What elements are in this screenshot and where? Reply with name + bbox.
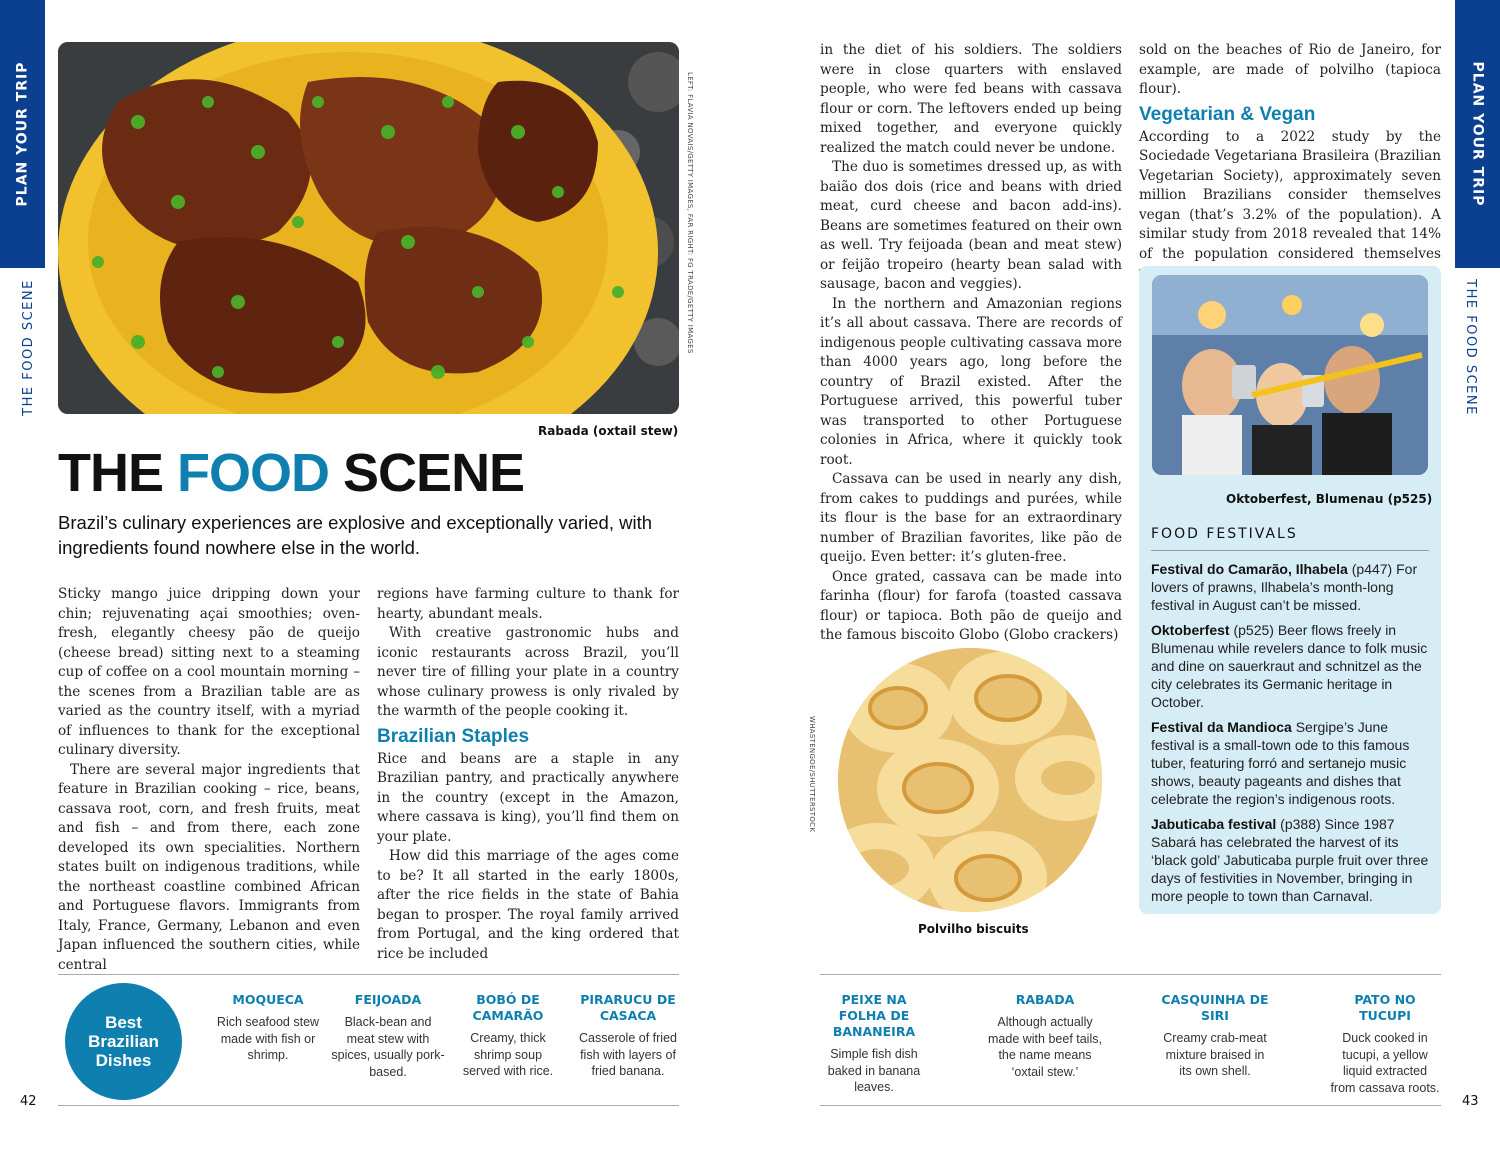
section-tab-label: PLAN YOUR TRIP bbox=[1469, 61, 1486, 207]
paragraph: in the diet of his soldiers. The soldiers were in close quarters with enslaved people, who were fed beans with cassava flour or corn. The leftovers ended up being mixed together, and everyone quickly realized the match could never be undone. bbox=[820, 42, 1122, 156]
divider bbox=[58, 974, 679, 975]
best-dishes-badge bbox=[65, 983, 182, 1100]
paragraph: There are several major ingredients that feature in Brazilian cooking – rice, beans, cassava root, corn, and fresh fruits, meat and fish – and from there, each zone developed its own specialities. Northern states built on indigenous traditions, while the northeast coastline combined African and Portuguese flavors. Immigrants from Italy, France, Germany, Lebanon and even Japan influenced the southern cities, while central bbox=[58, 761, 360, 973]
dish-card bbox=[1158, 992, 1272, 1080]
section-heading: Vegetarian & Vegan bbox=[1139, 103, 1316, 125]
photo-credit: WHASTENGOE/SHUTTERSTOCK bbox=[808, 716, 816, 833]
body-column-2 bbox=[377, 585, 679, 964]
festival-name: Jabuticaba festival bbox=[1151, 815, 1277, 832]
paragraph: Rice and beans are a staple in any Brazilian pantry, and practically anywhere in the country (except in the Amazon, where cassava is king), you’ll find them on your plate. bbox=[377, 750, 679, 845]
dish-card bbox=[818, 992, 930, 1096]
rabada-caption: Rabada (oxtail stew) bbox=[538, 424, 679, 438]
page-number-right: 43 bbox=[1462, 1094, 1479, 1109]
page-number-left: 42 bbox=[20, 1094, 37, 1109]
biscuit-photo-art bbox=[838, 648, 1102, 912]
dish-card bbox=[454, 992, 562, 1080]
rabada-photo bbox=[58, 42, 679, 414]
dish-description: Although actually made with beef tails, the name means ‘oxtail stew.’ bbox=[988, 1015, 1102, 1079]
dish-name: FEIJOADA bbox=[354, 992, 422, 1007]
paragraph: With creative gastronomic hubs and iconic restaurants across Brazil, you’ll never tire of filling your plate in a country whose culinary prowess is only rivaled by the warmth of the people cooking it. bbox=[377, 625, 679, 719]
section-heading: Brazilian Staples bbox=[377, 725, 530, 747]
title-word-1: THE bbox=[58, 443, 163, 503]
dish-card bbox=[329, 992, 447, 1080]
dish-card bbox=[208, 992, 328, 1064]
section-tab[interactable] bbox=[0, 0, 45, 268]
divider bbox=[1151, 550, 1429, 551]
biscuit-photo bbox=[838, 648, 1102, 912]
dish-description: Creamy crab-meat mixture braised in its own shell. bbox=[1163, 1031, 1267, 1078]
festivals-list bbox=[1151, 560, 1433, 912]
oktoberfest-photo-art bbox=[1152, 275, 1428, 475]
dish-name: PATO NO TUCUPI bbox=[1354, 992, 1416, 1023]
dish-description: Black-bean and meat stew with spices, usually pork-based. bbox=[331, 1015, 445, 1079]
biscuit-caption: Polvilho biscuits bbox=[918, 922, 1029, 936]
festival-name: Festival do Camarão, Ilhabela bbox=[1151, 561, 1348, 577]
festival-item bbox=[1151, 621, 1433, 712]
dish-name: PEIXE NA FOLHA DE BANANEIRA bbox=[832, 992, 916, 1039]
dish-card bbox=[572, 992, 684, 1080]
body-column-3 bbox=[820, 41, 1122, 646]
festivals-title: FOOD FESTIVALS bbox=[1151, 526, 1298, 542]
photo-credit: LEFT: FLAVIA NOVAIS/GETTY IMAGES, FAR RIGHT: FG TRADE/GETTY IMAGES bbox=[686, 72, 694, 354]
page-title bbox=[58, 442, 524, 504]
paragraph: According to a 2022 study by the Sociedade Vegetariana Brasileira (Brazilian Vegetarian Society), approximately seven million Brazilians consider themselves vegan (that’s 3.2% of the population). A similar study from 2018 revealed that 14% of the population considered themselves bbox=[1139, 128, 1441, 262]
festival-item bbox=[1151, 560, 1433, 615]
body-column-1 bbox=[58, 585, 360, 975]
dish-card bbox=[988, 992, 1102, 1080]
festival-name: Oktoberfest bbox=[1151, 621, 1230, 638]
festival-text: Sergipe’s June festival is a small-town ode to this famous tuber, featuring forró and sertanejo music shows, beauty pageants and dishes that celebrate the region’s indigenous roots. bbox=[1151, 718, 1410, 808]
paragraph: In the northern and Amazonian regions it’s all about cassava. There are records of indigenous people cultivating cassava more than 4000 years ago, long before the country of Brazil existed. After the Portuguese arrived, this powerful tuber was transported to other Portuguese colonies in Africa, where it quickly took root. bbox=[820, 295, 1122, 468]
paragraph: regions have farming culture to thank for hearty, abundant meals. bbox=[377, 586, 679, 622]
title-word-2: FOOD bbox=[177, 443, 330, 503]
dish-name: RABADA bbox=[1015, 992, 1075, 1007]
chapter-label bbox=[6, 279, 51, 416]
section-tab-label: PLAN YOUR TRIP bbox=[14, 61, 31, 207]
chapter-label-text: THE FOOD SCENE bbox=[21, 279, 37, 416]
dish-card bbox=[1330, 992, 1440, 1096]
dish-name: CASQUINHA DE SIRI bbox=[1161, 992, 1269, 1023]
divider bbox=[820, 1105, 1441, 1106]
dish-description: Creamy, thick shrimp soup served with rice. bbox=[462, 1031, 554, 1078]
dish-description: Simple fish dish baked in banana leaves. bbox=[827, 1047, 921, 1094]
paragraph: Cassava can be used in nearly any dish, from cakes to puddings and purées, while its flour is the base for an extraordinary number of Brazilian favorites, like pão de queijo. Even better: it’s gluten-free. bbox=[820, 471, 1122, 565]
dish-description: Rich seafood stew made with fish or shrimp. bbox=[216, 1015, 320, 1062]
dish-name: BOBÓ DE CAMARÃO bbox=[472, 992, 544, 1023]
rabada-photo-art bbox=[58, 42, 679, 414]
oktoberfest-photo bbox=[1152, 275, 1428, 475]
badge-label: Best Brazilian Dishes bbox=[88, 1013, 159, 1070]
festival-text: (p447) For lovers of prawns, Ilhabela’s month-long festival in August can’t be missed. bbox=[1151, 561, 1418, 614]
paragraph: How did this marriage of the ages come to be? It all started in the early 1800s, after the rice fields in the state of Bahia began to prosper. The royal family arrived from Portugal, and the king ordered that rice be included bbox=[377, 848, 679, 962]
chapter-label-text: THE FOOD SCENE bbox=[1463, 279, 1479, 416]
dish-description: Casserole of fried fish with layers of fried banana. bbox=[579, 1031, 677, 1078]
paragraph: The duo is sometimes dressed up, as with baião dos dois (rice and beans with dried meat, curd cheese and bacon add-ins). Beans are sometimes featured on their own as well. Try feijoada (bean and meat stew) or feijão tropeiro (hearty bean salad with sausage, bacon and veggies). bbox=[820, 159, 1122, 292]
section-tab-right[interactable] bbox=[1455, 0, 1500, 268]
lede: Brazil’s culinary experiences are explosive and exceptionally varied, with ingredients found nowhere else in the world. bbox=[58, 512, 653, 558]
body-column-4 bbox=[1139, 41, 1441, 284]
dish-description: Duck cooked in tucupi, a yellow liquid extracted from cassava roots. bbox=[1330, 1031, 1440, 1095]
paragraph: Once grated, cassava can be made into farinha (flour) for farofa (toasted cassava flour) or tapioca. Both pão de queijo and the famous biscoito Globo (Globo crackers) bbox=[820, 568, 1122, 643]
oktoberfest-caption: Oktoberfest, Blumenau (p525) bbox=[1226, 492, 1433, 506]
dish-name: PIRARUCU DE CASACA bbox=[580, 992, 676, 1023]
festival-text: (p388) Since 1987 Sabará has celebrated the harvest of its ‘black gold’ Jabuticaba purple fruit over three days of festivities in November, bringing in more people to town than Carnaval. bbox=[1151, 815, 1429, 905]
festival-text: (p525) Beer flows freely in Blumenau while revelers dance to folk music and dine on sauerkraut and schnitzel as the city celebrates its Germanic heritage in October. bbox=[1151, 621, 1428, 711]
paragraph: Sticky mango juice dripping down your chin; rejuvenating açai smoothies; oven-fresh, elegantly cheesy pão de queijo (cheese bread) sitting next to a steaming cup of coffee on a cool mountain morning – the scenes from a Brazilian table are as varied as the country itself, with a myriad of influences to thank for the exceptional culinary diversity. bbox=[58, 586, 360, 758]
festival-item bbox=[1151, 718, 1433, 809]
chapter-label-right bbox=[1448, 279, 1493, 416]
festival-item bbox=[1151, 815, 1433, 906]
divider bbox=[58, 1105, 679, 1106]
divider bbox=[820, 974, 1441, 975]
title-word-3: SCENE bbox=[343, 443, 525, 503]
festival-name: Festival da Mandioca bbox=[1151, 718, 1292, 735]
dish-name: MOQUECA bbox=[232, 992, 304, 1007]
paragraph: sold on the beaches of Rio de Janeiro, for example, are made of polvilho (tapioca flour). bbox=[1139, 42, 1441, 97]
